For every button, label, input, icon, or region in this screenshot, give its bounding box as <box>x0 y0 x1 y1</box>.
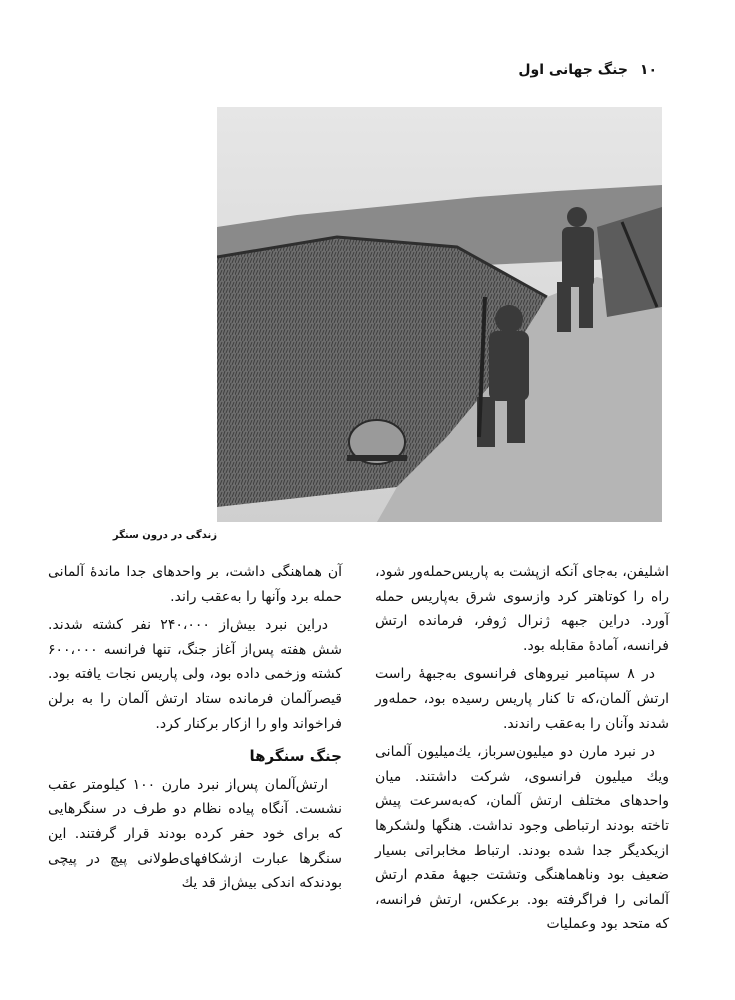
figure-caption: زندگی در درون سنگر <box>112 530 217 541</box>
left-column <box>48 560 342 900</box>
section-heading: جنگ سنگرها <box>249 747 342 766</box>
right-column <box>375 560 669 941</box>
trench-photograph <box>217 107 662 522</box>
paragraph: در نبرد مارن دو میلیون‌سرباز، یك‌میلیون آلمانی ویك میلیون فرانسوی، شرکت داشتند. میان واحدهای مختلف ارتش آلمان، که‌به‌سرعت پیش تاخته بودند ارتباطی وجود نداشت. هنگها ولشکرها ازیکدیگر جدا شده بودند. ارتباط مخابراتی بسیار ضعیف بود وناهماهنگی وتشتت جبههٔ مقدم ارتش آلمانی را فراگرفته بود. برعکس، ارتش فرانسه، که متحد بود وعملیات <box>375 744 669 933</box>
paragraph: آن هماهنگی داشت، بر واحدهای جدا ماندهٔ آلمانی حمله برد وآنها را به‌عقب راند. <box>48 564 342 605</box>
running-head <box>357 62 657 78</box>
trench-photo-illustration <box>217 107 662 522</box>
paragraph: در ۸ سپتامبر نیروهای فرانسوی به‌جبههٔ راست ارتش آلمان،که تا کنار پاریس رسیده بود، حمله‌ور شدند وآنان را به‌عقب راندند. <box>375 666 669 732</box>
paragraph: اشلیفن، به‌جای آنکه ازپشت به پاریس‌حمله‌ور شود، راه را کوتاهتر کرد وازسوی شرق به‌پاریس حمله آورد. دراین جبهه ژنرال ژوفر، فرمانده ارتش فرانسه، آمادهٔ مقابله بود. <box>375 564 669 654</box>
book-title: جنگ جهانی اول <box>518 62 628 78</box>
page-number: ۱۰ <box>639 62 657 78</box>
paragraph: دراین نبرد بیش‌از ۲۴۰،۰۰۰ نفر کشته شدند. شش هفته پس‌از آغاز جنگ، تنها فرانسه ۶۰۰،۰۰۰ کشته وزخمی داده بود، ولی پاریس نجات یافته بود. قیصرآلمان فرمانده ستاد ارتش آلمان را به برلن فراخواند واو را ازکار برکنار کرد. <box>48 617 342 732</box>
paragraph: ارتش‌آلمان پس‌از نبرد مارن ۱۰۰ کیلومتر عقب نشست. آنگاه پیاده نظام دو طرف در سنگرهایی که برای خود حفر کرده بودند قرار گرفتند. این سنگرها عبارت ازشکافهای‌طولانی پیچ در پیچی بودندکه اندکی بیش‌از قد یك <box>48 776 342 892</box>
